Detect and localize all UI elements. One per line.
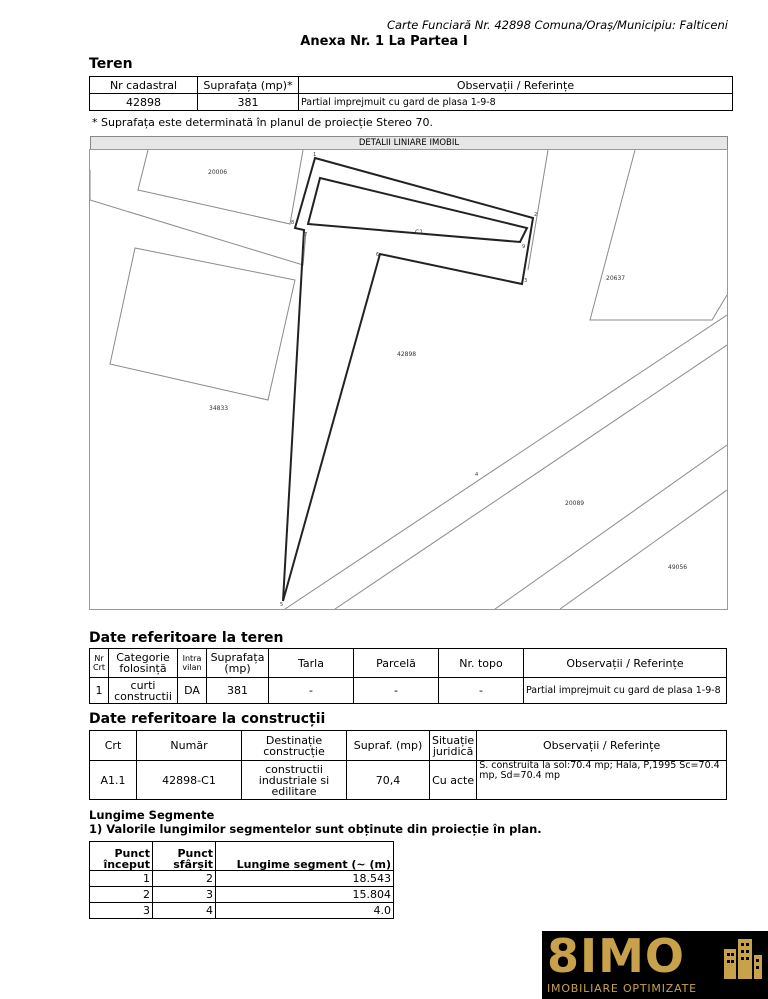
col-categorie: Categorie folosință [109, 649, 178, 678]
road-line-4 [560, 490, 727, 609]
point-5: 5 [280, 602, 284, 608]
label-c1: C1 [415, 229, 424, 236]
table-row [90, 871, 394, 887]
label-20006: 20006 [208, 169, 228, 176]
ref-constructii-table [89, 730, 727, 800]
col-tarla: Tarla [269, 649, 354, 678]
cell-sfarsit: 3 [153, 887, 216, 903]
cell-inceput: 2 [90, 887, 153, 903]
cell-parcela: - [354, 678, 439, 704]
col-observatii-con: Observații / Referințe [477, 731, 727, 761]
col-situatie: Situație juridică [430, 731, 477, 761]
cell-numar: 42898-C1 [137, 761, 242, 800]
label-20637: 20637 [606, 275, 626, 282]
col-suprafata: Suprafața (mp)* [198, 77, 299, 94]
cell-tarla: - [269, 678, 354, 704]
parcel-line-mid [528, 150, 548, 270]
cell-supraf: 70,4 [347, 761, 430, 800]
teren-section-title: Teren [89, 56, 133, 72]
cell-observatii-ref: Partial imprejmuit cu gard de plasa 1-9-8 [524, 678, 727, 704]
parcel-42898 [283, 158, 533, 601]
teren-table [89, 76, 733, 111]
col-numar: Număr [137, 731, 242, 761]
segmente-table [89, 841, 394, 919]
logo-text: 8IMO [547, 929, 686, 983]
label-20089: 20089 [565, 500, 585, 507]
cell-sfarsit: 2 [153, 871, 216, 887]
col-supraf: Supraf. (mp) [347, 731, 430, 761]
col-nr-crt: Nr Crt [90, 649, 109, 678]
parcel-20637-outline [590, 150, 727, 320]
point-8: 8 [291, 220, 295, 226]
col-crt: Crt [90, 731, 137, 761]
road-line-3 [495, 445, 727, 609]
ref-teren-section-title: Date referitoare la teren [89, 630, 284, 646]
cell-crt: A1.1 [90, 761, 137, 800]
map-title: DETALII LINIARE IMOBIL [90, 136, 728, 150]
cell-nr-crt: 1 [90, 678, 109, 704]
cell-suprafata-ref: 381 [207, 678, 269, 704]
col-lungime: Lungime segment (~ (m) [216, 842, 394, 871]
table-row [90, 887, 394, 903]
cell-categorie: curti constructii [109, 678, 178, 704]
annex-title: Anexa Nr. 1 La Partea I [300, 34, 468, 49]
cadastral-map [89, 149, 728, 610]
point-2: 2 [534, 212, 538, 218]
cell-suprafata: 381 [198, 94, 299, 111]
col-destinatie: Destinație construcție [242, 731, 347, 761]
building-icon [722, 935, 764, 979]
logo-tagline: IMOBILIARE OPTIMIZATE [547, 982, 697, 995]
cell-lungime: 4.0 [216, 903, 394, 919]
map-labels [208, 169, 687, 571]
cell-inceput: 3 [90, 903, 153, 919]
cell-observatii: Partial imprejmuit cu gard de plasa 1-9-8 [299, 94, 733, 111]
cell-lungime: 15.804 [216, 887, 394, 903]
cell-observatii-con: S. construita la sol:70.4 mp; Hala, P,1995 Sc=70.4 mp, Sd=70.4 mp [477, 761, 727, 800]
cell-lungime: 18.543 [216, 871, 394, 887]
stereo-note: * Suprafața este determinată în planul de proiecție Stereo 70. [92, 116, 434, 129]
segmente-title: Lungime Segmente [89, 808, 215, 822]
segmente-note: 1) Valorile lungimilor segmentelor sunt obținute din proiecție în plan. [89, 822, 542, 836]
cell-intravilan: DA [178, 678, 207, 704]
col-intravilan: Intra vilan [178, 649, 207, 678]
point-1: 1 [313, 152, 317, 158]
cell-situatie: Cu acte [430, 761, 477, 800]
cell-destinatie: constructii industriale si edilitare [242, 761, 347, 800]
label-34833: 34833 [209, 405, 229, 412]
cell-inceput: 1 [90, 871, 153, 887]
road-strip-left [90, 170, 306, 265]
label-42898: 42898 [397, 351, 417, 358]
col-punct-inceput: Punct început [90, 842, 153, 871]
cell-nr-topo: - [439, 678, 524, 704]
col-nr-cadastral: Nr cadastral [90, 77, 198, 94]
col-parcela: Parcelă [354, 649, 439, 678]
cell-nr-cadastral: 42898 [90, 94, 198, 111]
point-3: 3 [524, 278, 528, 284]
carte-funciara-header: Carte Funciară Nr. 42898 Comuna/Oraș/Municipiu: Falticeni [386, 18, 728, 32]
point-7: 7 [304, 232, 308, 238]
col-punct-sfarsit: Punct sfârșit [153, 842, 216, 871]
neighbor-parcels [90, 150, 727, 609]
parcel-34833-outline [110, 248, 295, 400]
col-nr-topo: Nr. topo [439, 649, 524, 678]
label-49056: 49056 [668, 564, 688, 571]
ref-constructii-section-title: Date referitoare la construcții [89, 711, 326, 727]
cell-sfarsit: 4 [153, 903, 216, 919]
point-9: 9 [522, 244, 526, 250]
parcel-20006-outline [138, 150, 303, 224]
point-4: 4 [475, 472, 479, 478]
col-observatii-ref: Observații / Referințe [524, 649, 727, 678]
col-suprafata-ref: Suprafața (mp) [207, 649, 269, 678]
table-row [90, 903, 394, 919]
ref-teren-table [89, 648, 727, 704]
col-observatii: Observații / Referințe [299, 77, 733, 94]
point-6: 6 [376, 252, 380, 258]
